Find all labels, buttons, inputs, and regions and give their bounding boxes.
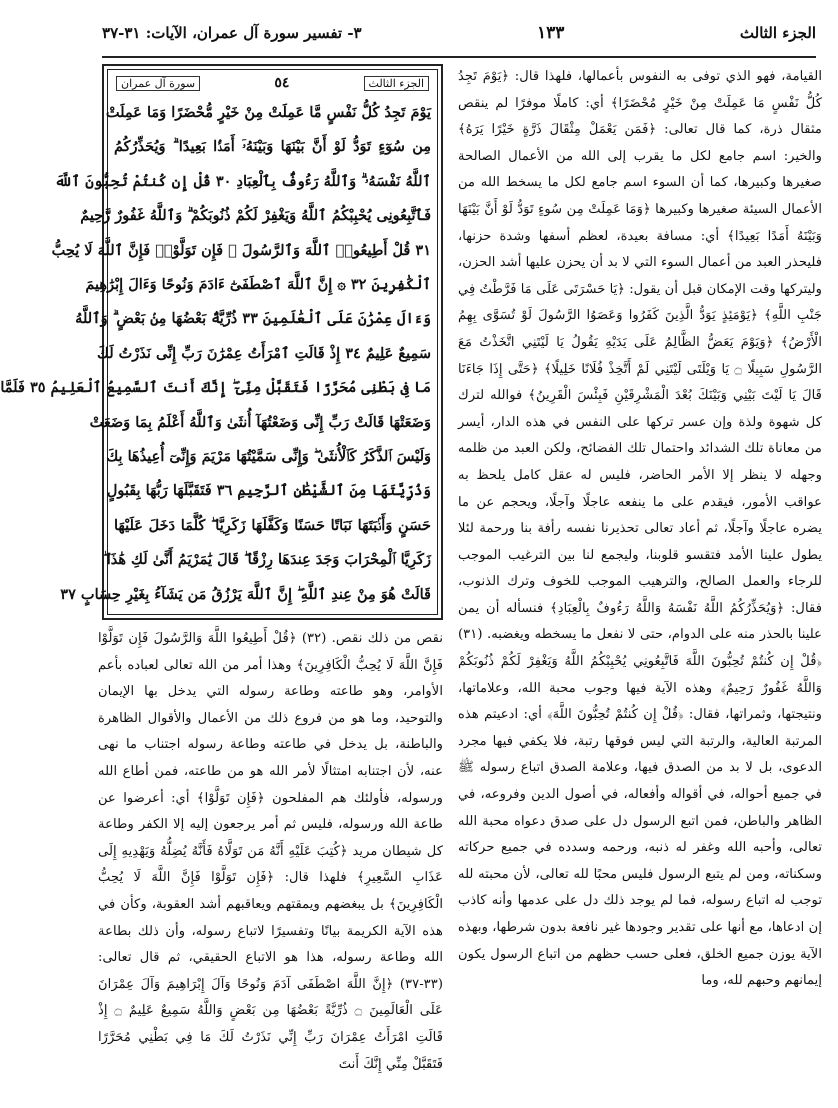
mushaf-line: سَمِيعٌ عَلِيمٌ ٣٤ إِذْ قَالَتِ ٱمْرَأَتُ عِمْرَٰنَ رَبِّ إِنِّى نَذَرْتُ لَكَ: [96, 344, 431, 362]
mushaf-line: حَسَنٍ وَأَنۢبَتَهَا نَبَاتًا حَسَنًا وَكَفَّلَهَا زَكَرِيَّا ۖ كُلَّمَا دَخَلَ عَلَيْهَا: [114, 516, 431, 534]
mushaf-line: يَوْمَ تَجِدُ كُلُّ نَفْسٍ مَّا عَمِلَتْ مِنْ خَيْرٍ مُّحْضَرًا وَمَا عَمِلَتْ: [105, 104, 431, 121]
mushaf-verses: [0, 96, 437, 612]
mushaf-line: ٱلْكَٰفِرِينَ ٣٢ ۞ إِنَّ ٱللَّهَ ٱصْطَفَىٰٓ ءَادَمَ وَنُوحًا وَءَالَ إِبْرَٰهِيمَ: [85, 276, 431, 294]
mushaf-part-label: الجزء الثالث: [364, 76, 429, 91]
section-title: ٣- تفسير سورة آل عمران، الآيات: ٣١-٣٧: [102, 24, 362, 42]
mushaf-line: زَكَرِيَّا ٱلْمِحْرَابَ وَجَدَ عِندَهَا رِزْقًا ۖ قَالَ يَٰمَرْيَمُ أَنَّىٰ لَكِ هَٰذَا ۖ: [103, 551, 431, 569]
mushaf-line: وَلَيْسَ ٱلذَّكَرُ كَٱلْأُنثَىٰ ۖ وَإِنِّى سَمَّيْتُهَا مَرْيَمَ وَإِنِّىٓ أُعِيذُهَا بِكَ: [106, 448, 431, 466]
part-title: الجزء الثالث: [739, 24, 816, 42]
mushaf-line: قَالَتْ هُوَ مِنْ عِندِ ٱللَّهِ ۖ إِنَّ ٱللَّهَ يَرْزُقُ مَن يَشَآءُ بِغَيْرِ حِسَابٍ ٣٧: [60, 585, 431, 603]
mushaf-line: وَذُرِّيَّتَهَا مِنَ ٱلشَّيْطَٰنِ ٱلرَّجِيمِ ٣٦ فَتَقَبَّلَهَا رَبُّهَا بِقَبُولٍ: [106, 482, 431, 500]
right-column: [458, 64, 822, 995]
mushaf-line: ٱللَّهُ نَفْسَهُۥ ۗ وَٱللَّهُ رَءُوفٌۢ بِٱلْعِبَادِ ٣٠ قُلْ إِن كُنتُمْ تُحِبُّونَ ٱللَّهَ: [54, 172, 431, 190]
left-column-text: نقص من ذلك نقص. (٣٢) ﴿قُلْ أَطِيعُوا اللَّهَ وَالرَّسُولَ فَإِن تَوَلَّوْا فَإِنَّ اللَّهَ لَا يُحِبُّ الْكَافِرِينَ﴾ وهذا أمر من الله تعالى لعباده بأعم الأوامر، وهو طاعته وطاعة رسوله التي يدخل بها الإيمان والتوحيد، وما هو من فروع ذلك من الأعمال والأقوال الظاهرة والباطنة، بل يدخل في طاعته وطاعة رسوله اجتناب ما نهى عنه، لأن اجتنابه امتثالًا لأمر الله هو من طاعته، فمن أطاع الله ورسوله، فأولئك هم المفلحون ﴿فَإِن تَوَلَّوْا﴾ أي: أعرضوا عن طاعة الله ورسوله، فليس ثم أمر يرجعون إليه إلا الكفر وطاعة كل شيطان مريد ﴿كُتِبَ عَلَيْهِ أَنَّهُ مَن تَوَلَّاهُ فَأَنَّهُ يُضِلُّهُ وَيَهْدِيهِ إِلَى عَذَابِ السَّعِيرِ﴾ فلهذا قال: ﴿فَإِن تَوَلَّوْا فَإِنَّ اللَّهَ لَا يُحِبُّ الْكَافِرِينَ﴾ بل يبغضهم ويمقتهم ويعاقبهم أشد العقوبة، وكأن في هذه الآية الكريمة بيانًا وتفسيرًا لاتباع رسوله، وأن ذلك بطاعة الله وطاعة رسوله، هذا هو الاتباع الحقيقي، ثم قال تعالى: (٣٣-٣٧) ﴿إِنَّ اللَّهَ اصْطَفَى آدَمَ وَنُوحًا وَآلَ إِبْرَاهِيمَ وَآلَ عِمْرَانَ عَلَى الْعَالَمِينَ ۝ ذُرِّيَّةً بَعْضُهَا مِن بَعْضٍ وَاللَّهُ سَمِيعٌ عَلِيمٌ ۝ إِذْ قَالَتِ امْرَأَتُ عِمْرَانَ رَبِّ إِنِّي نَذَرْتُ لَكَ مَا فِي بَطْنِي مُحَرَّرًا فَتَقَبَّلْ مِنِّي إِنَّكَ أَنتَ: [98, 631, 443, 1072]
left-column: [0, 64, 443, 1078]
mushaf-line: وَضَعَتْهَا قَالَتْ رَبِّ إِنِّى وَضَعْتُهَآ أُنثَىٰ وَٱللَّهُ أَعْلَمُ بِمَا وَضَعَتْ: [89, 413, 431, 431]
mushaf-page-number: ٥٤: [274, 75, 290, 91]
page-header: [102, 10, 816, 58]
mushaf-page-box: [0, 64, 443, 620]
mushaf-line: ٣١ قُلْ أَطِيعُوا۟ ٱللَّهَ وَٱلرَّسُولَ ۖ فَإِن تَوَلَّوْا۟ فَإِنَّ ٱللَّهَ لَا يُحِبُّ: [51, 241, 431, 259]
mushaf-line: مِن سُوٓءٍ تَوَدُّ لَوْ أَنَّ بَيْنَهَا وَبَيْنَهُۥٓ أَمَدًۢا بَعِيدًا ۗ وَيُحَذِّرُكُمُ: [114, 138, 431, 156]
mushaf-surah-label: سورة آل عمران: [116, 76, 200, 91]
mushaf-line: وَءَالَ عِمْرَٰنَ عَلَى ٱلْعَٰلَمِينَ ٣٣ ذُرِّيَّةًۢ بَعْضُهَا مِنۢ بَعْضٍ ۗ وَٱللَّهُ: [75, 310, 431, 328]
page-number: ١٣٣: [537, 23, 565, 43]
mushaf-line: مَا فِى بَطْنِى مُحَرَّرًا فَتَقَبَّلْ مِنِّىٓ ۖ إِنَّكَ أَنتَ ٱلسَّمِيعُ ٱلْعَلِيمُ ٣٥ فَلَمَّا: [0, 379, 431, 397]
mushaf-header: [108, 70, 437, 96]
right-column-text: القيامة، فهو الذي توفى به النفوس بأعمالها، فلهذا قال: ﴿يَوْمَ تَجِدُ كُلُّ نَفْسٍ مَا عَمِلَتْ مِنْ خَيْرٍ مُحْضَرًا﴾ أي: كاملًا موفرًا لم ينقص مثقال ذرة، كما قال تعالى: ﴿فَمَن يَعْمَلْ مِثْقَالَ ذَرَّةٍ خَيْرًا يَرَهُ﴾ والخير: اسم جامع لكل ما يقرب إلى الله من الأعمال الصالحة صغيرها وكبيرها، كما أن السوء اسم جامع لكل ما يسخط الله من الأعمال السيئة صغيرها وكبيرها ﴿وَمَا عَمِلَتْ مِن سُوءٍ تَوَدُّ لَوْ أَنَّ بَيْنَهَا وَبَيْنَهُ أَمَدًا بَعِيدًا﴾ أي: مسافة بعيدة، لعظم أسفها وشدة حزنها، فليحذر العبد من أعمال السوء التي لا بد أن يحزن عليها أشد الحزن، وليتركها وقت الإمكان قبل أن يقول: ﴿يَا حَسْرَتَى عَلَى مَا فَرَّطْتُ فِي جَنْبِ اللَّهِ﴾ ﴿يَوْمَئِذٍ يَوَدُّ الَّذِينَ كَفَرُوا وَعَصَوُا الرَّسُولَ لَوْ تُسَوَّى بِهِمُ الْأَرْضُ﴾ ﴿وَيَوْمَ يَعَضُّ الظَّالِمُ عَلَى يَدَيْهِ يَقُولُ يَا لَيْتَنِي اتَّخَذْتُ مَعَ الرَّسُولِ سَبِيلًا ۝ يَا وَيْلَتَى لَيْتَنِي لَمْ أَتَّخِذْ فُلَانًا خَلِيلًا﴾ ﴿حَتَّى إِذَا جَاءَنَا قَالَ يَا لَيْتَ بَيْنِي وَبَيْنَكَ بُعْدَ الْمَشْرِقَيْنِ فَبِئْسَ الْقَرِينُ﴾ فوالله لترك كل شهوة ولذة وإن عسر تركها على النفس في هذه الدار، أيسر من معاناة تلك الشدائد واحتمال تلك الفضائح، ولكن العبد من ظلمه وجهله لا ينظر إلا الأمر الحاضر، فليس له عقل كامل يلحظ به عواقب الأمور، فيقدم على ما ينفعه عاجلًا وآجلًا، ويحجم عن ما يضره عاجلًا وآجلًا، ثم أعاد تعالى تحذيرنا نفسه رأفة بنا ورحمة لئلا يطول علينا الأمد فتقسو قلوبنا، وليجمع لنا بين الترغيب الموجب للرجاء والعمل الصالح، والترهيب الموجب للخوف وترك الذنوب، فقال: ﴿وَيُحَذِّرُكُمُ اللَّهُ نَفْسَهُ وَاللَّهُ رَءُوفٌ بِالْعِبَادِ﴾ فنسأله أن يمن علينا بالحذر منه على الدوام، حتى لا نفعل ما يسخطه ويغضبه. (٣١) ﴿قُلْ إِن كُنتُمْ تُحِبُّونَ اللَّهَ فَاتَّبِعُونِي يُحْبِبْكُمُ اللَّهُ وَيَغْفِرْ لَكُمْ ذُنُوبَكُمْ وَاللَّهُ غَفُورٌ رَحِيمٌ﴾ وهذه الآية فيها وجوب محبة الله، وعلاماتها، ونتيجتها، وثمراتها، فقال: ﴿قُلْ إِن كُنتُمْ تُحِبُّونَ اللَّهَ﴾ أي: ادعيتم هذه المرتبة العالية، والرتبة التي ليس فوقها رتبة، فلا يكفي فيها مجرد الدعوى، بل لا بد من الصدق فيها، وعلامة الصدق اتباع رسوله ﷺ في جميع أحواله، في أقواله وأفعاله، في أصول الدين وفروعه، في الظاهر والباطن، فمن اتبع الرسول دل على صدق دعواه محبة الله تعالى، وأحبه الله وغفر له ذنبه، ورحمه وسدده في جميع حركاته وسكناته، ومن لم يتبع الرسول فليس محبًا لله تعالى، لأن محبته لله توجب له اتباع رسوله، فما لم يوجد ذلك دل على عدمها وأنه كاذب إن ادعاها، مع أنها على تقدير وجودها غير نافعة بدون شرطها، وبهذه الآية يوزن جميع الخلق، فعلى حسب حظهم من اتباع الرسول يكون إيمانهم وحبهم لله، وما: [458, 69, 822, 989]
mushaf-line: فَٱتَّبِعُونِى يُحْبِبْكُمُ ٱللَّهُ وَيَغْفِرْ لَكُمْ ذُنُوبَكُمْ ۗ وَٱللَّهُ غَفُورٌ رَّحِيمٌ: [80, 207, 431, 225]
